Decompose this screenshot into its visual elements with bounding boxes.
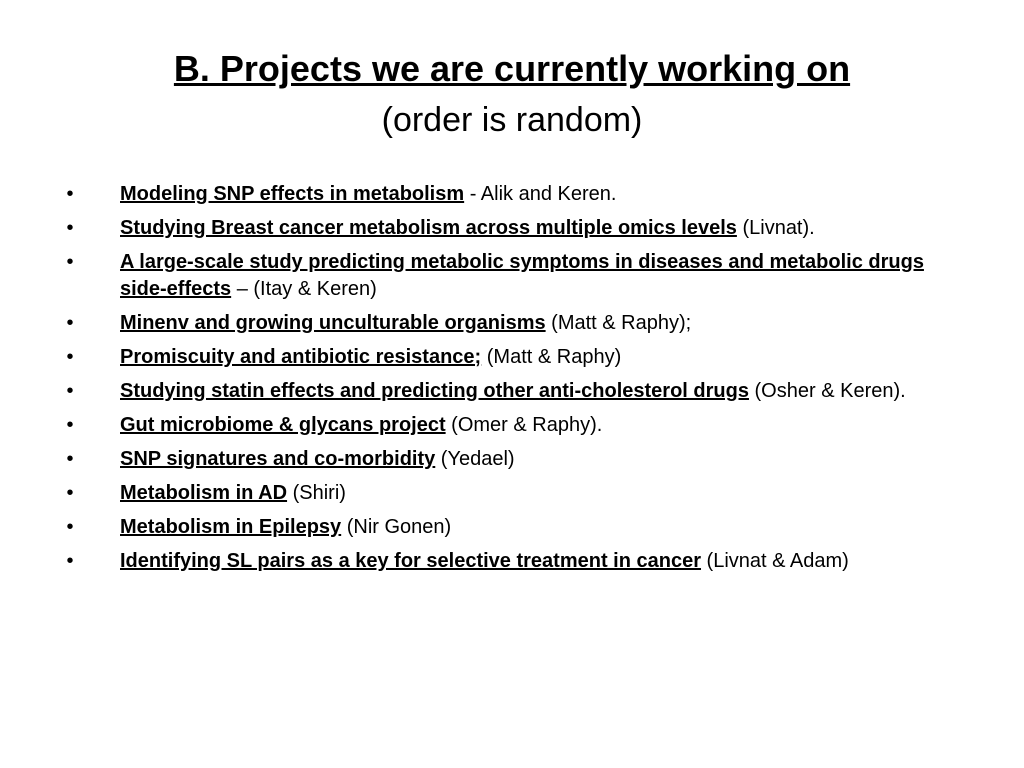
project-title: Modeling SNP effects in metabolism bbox=[120, 183, 465, 205]
list-item bbox=[60, 249, 960, 303]
project-detail: (Omer & Raphy). bbox=[445, 414, 603, 436]
project-title: Minenv and growing unculturable organisms bbox=[120, 312, 546, 334]
project-detail: (Shiri) bbox=[287, 482, 346, 504]
bullet-icon: • bbox=[66, 217, 74, 239]
project-title: Studying statin effects and predicting other anti-cholesterol drugs bbox=[120, 380, 749, 402]
title-block bbox=[0, 46, 1024, 142]
list-item bbox=[60, 480, 960, 507]
project-detail: (Nir Gonen) bbox=[341, 516, 452, 538]
project-title: A large-scale study predicting metabolic symptoms in diseases and metabolic drugs side-effects bbox=[120, 251, 924, 300]
project-detail: (Livnat & Adam) bbox=[700, 550, 849, 572]
project-title: SNP signatures and co-morbidity bbox=[120, 448, 436, 470]
slide-subtitle: (order is random) bbox=[381, 101, 643, 139]
bullet-icon: • bbox=[66, 482, 74, 504]
list-item bbox=[60, 378, 960, 405]
list-item bbox=[60, 181, 960, 208]
project-detail: (Matt & Raphy) bbox=[481, 346, 622, 368]
project-title: Studying Breast cancer metabolism across multiple omics levels bbox=[120, 217, 737, 239]
list-item bbox=[60, 446, 960, 473]
project-title: Identifying SL pairs as a key for selective treatment in cancer bbox=[120, 550, 701, 572]
bullet-icon: • bbox=[66, 183, 74, 205]
bullet-icon: • bbox=[66, 550, 74, 572]
list-item bbox=[60, 310, 960, 337]
list-item bbox=[60, 514, 960, 541]
bullet-icon: • bbox=[66, 516, 74, 538]
list-item bbox=[60, 548, 960, 575]
list-item bbox=[60, 344, 960, 371]
list-item bbox=[60, 412, 960, 439]
project-detail: (Matt & Raphy); bbox=[545, 312, 692, 334]
slide-title: B. Projects we are currently working on bbox=[173, 48, 851, 89]
project-detail: – (Itay & Keren) bbox=[231, 278, 377, 300]
bullet-icon: • bbox=[66, 346, 74, 368]
bullet-icon: • bbox=[66, 414, 74, 436]
bullet-icon: • bbox=[66, 448, 74, 470]
project-detail: - Alik and Keren. bbox=[464, 183, 617, 205]
project-title: Metabolism in Epilepsy bbox=[120, 516, 342, 538]
project-title: Promiscuity and antibiotic resistance; bbox=[120, 346, 482, 368]
project-list bbox=[60, 181, 960, 582]
bullet-icon: • bbox=[66, 380, 74, 402]
project-detail: (Osher & Keren). bbox=[748, 380, 906, 402]
project-detail: (Yedael) bbox=[435, 448, 515, 470]
project-detail: (Livnat). bbox=[736, 217, 815, 239]
list-item bbox=[60, 215, 960, 242]
project-title: Metabolism in AD bbox=[120, 482, 288, 504]
project-title: Gut microbiome & glycans project bbox=[120, 414, 446, 436]
bullet-icon: • bbox=[66, 312, 74, 334]
bullet-icon: • bbox=[66, 251, 74, 273]
